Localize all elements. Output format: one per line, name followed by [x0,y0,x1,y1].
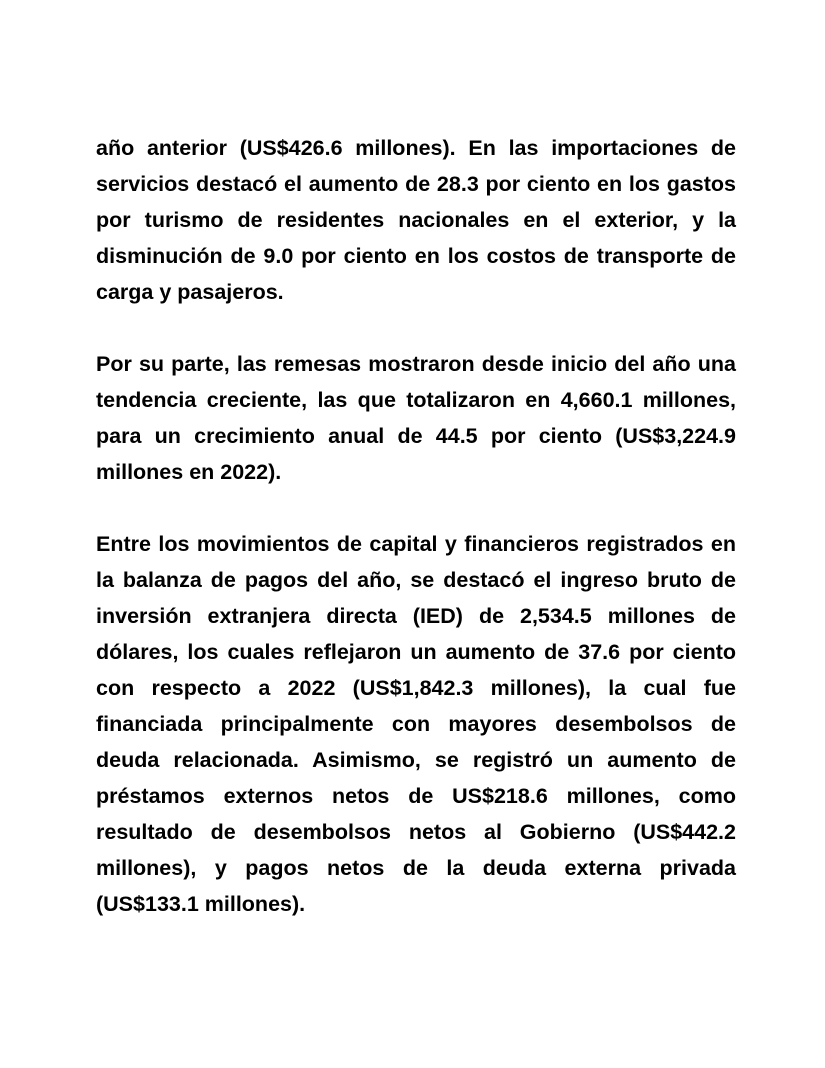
paragraph-remittances: Por su parte, las remesas mostraron desde inicio del año una tendencia creciente, las que totalizaron en 4,660.1 millones, para un crecimiento anual de 44.5 por ciento (US$3,224.9 millones en 2022). [96,352,736,484]
document-page [96,130,736,958]
paragraph-capital-financial: Entre los movimientos de capital y financieros registrados en la balanza de pagos del año, se destacó el ingreso bruto de inversión extranjera directa (IED) de 2,534.5 millones de dólares, los cuales reflejaron un aumento de 37.6 por ciento con respecto a 2022 (US$1,842.3 millones), la cual fue financiada principalmente con mayores desembolsos de deuda relacionada. Asimismo, se registró un aumento de préstamos externos netos de US$218.6 millones, como resultado de desembolsos netos al Gobierno (US$442.2 millones), y pagos netos de la deuda externa privada (US$133.1 millones). [96,532,736,916]
paragraph-imports-services: año anterior (US$426.6 millones). En las importaciones de servicios destacó el aumento de 28.3 por ciento en los gastos por turismo de residentes nacionales en el exterior, y la disminución de 9.0 por ciento en los costos de transporte de carga y pasajeros. [96,136,736,304]
